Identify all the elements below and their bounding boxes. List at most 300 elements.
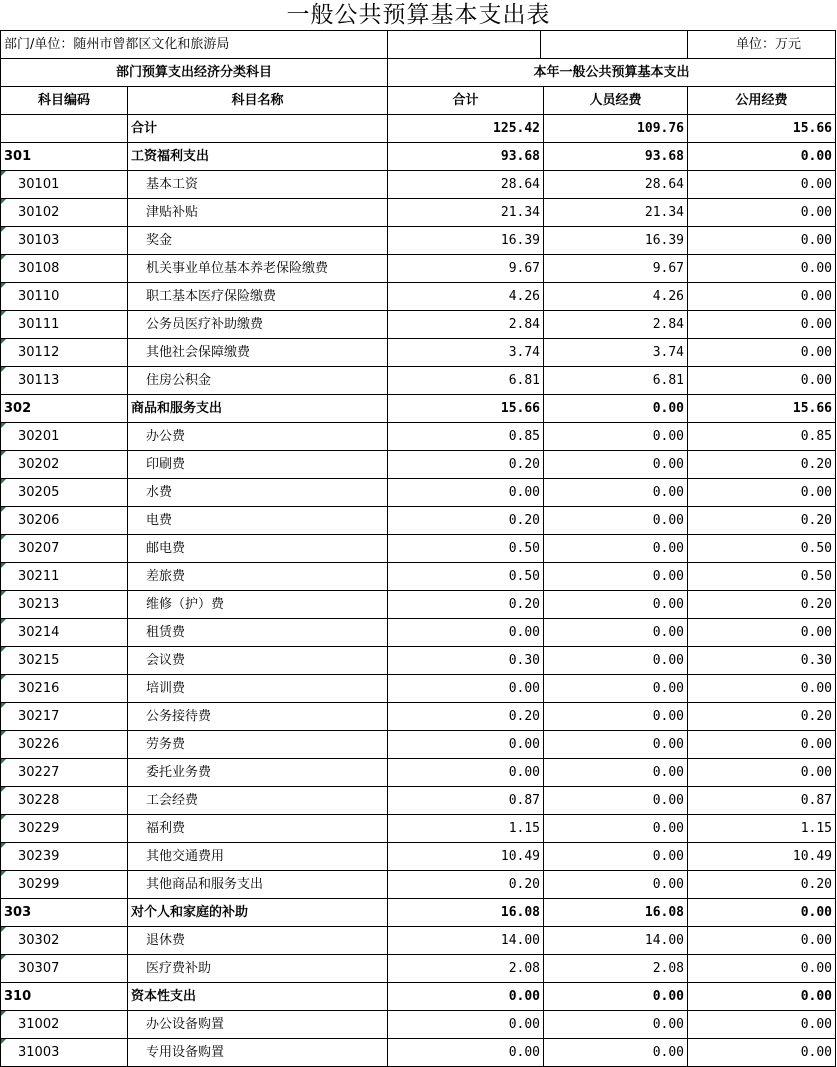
row-code: [1, 395, 128, 423]
total-total: 125.42: [388, 115, 544, 143]
row-personnel-text: 2.08: [652, 961, 685, 976]
header-personnel: 人员经费: [544, 87, 688, 115]
row-public: [688, 283, 836, 311]
row-total-text: 0.00: [508, 1017, 541, 1032]
row-public-text: 0.50: [800, 541, 833, 556]
row-personnel: [544, 339, 688, 367]
row-personnel-text: 0.00: [652, 681, 685, 696]
row-name-text: 维修（护）费: [146, 597, 225, 612]
cell-flag-icon: [1, 507, 6, 512]
row-personnel-text: 28.64: [644, 177, 685, 192]
table-row: [1, 199, 836, 227]
row-personnel: [544, 311, 688, 339]
row-personnel: [544, 871, 688, 899]
row-personnel: [544, 283, 688, 311]
cell-flag-icon: [1, 199, 6, 204]
cell-flag-icon: [1, 311, 6, 316]
cell-flag-icon: [1, 703, 6, 708]
table-row: [1, 451, 836, 479]
row-total-text: 0.20: [508, 709, 541, 724]
row-personnel-text: 16.39: [644, 233, 685, 248]
table-row: [1, 619, 836, 647]
page-title: 一般公共预算基本支出表: [286, 2, 551, 28]
row-public: [688, 563, 836, 591]
row-name: [128, 143, 388, 171]
row-personnel: [544, 1011, 688, 1039]
table-row: [1, 1011, 836, 1039]
row-public: [688, 395, 836, 423]
cell-flag-icon: [1, 815, 6, 820]
row-public-text: 10.49: [792, 849, 833, 864]
row-personnel: [544, 591, 688, 619]
category-row: [1, 143, 836, 171]
row-total-text: 0.00: [508, 989, 541, 1004]
table-row: [1, 591, 836, 619]
row-name-text: 劳务费: [146, 737, 186, 752]
row-name: [128, 227, 388, 255]
row-code: [1, 339, 128, 367]
row-code: [1, 283, 128, 311]
row-code-text: 30205: [18, 485, 60, 500]
row-name-text: 会议费: [146, 653, 186, 668]
table-row: [1, 535, 836, 563]
cell-flag-icon: [1, 787, 6, 792]
budget-table: [0, 30, 836, 1067]
row-name-text: 津贴补贴: [146, 205, 199, 220]
table-row: [1, 787, 836, 815]
row-total: [388, 451, 544, 479]
row-code: [1, 171, 128, 199]
row-personnel: [544, 507, 688, 535]
header-group-left: 部门预算支出经济分类科目: [1, 59, 388, 87]
row-public: [688, 843, 836, 871]
row-total: [388, 787, 544, 815]
row-total-text: 0.50: [508, 569, 541, 584]
row-name-text: 医疗费补助: [146, 961, 212, 976]
row-public-text: 0.20: [800, 709, 833, 724]
row-total-text: 93.68: [500, 149, 541, 164]
row-total: [388, 591, 544, 619]
row-code-text: 30239: [18, 849, 60, 864]
row-total-text: 0.00: [508, 625, 541, 640]
row-code-text: 30216: [18, 681, 60, 696]
row-public-text: 0.30: [800, 653, 833, 668]
row-code-text: 30211: [18, 569, 60, 584]
row-name: [128, 871, 388, 899]
row-public: [688, 479, 836, 507]
row-code-text: 301: [4, 149, 32, 164]
cell-flag-icon: [1, 955, 6, 960]
row-name: [128, 367, 388, 395]
row-public: [688, 759, 836, 787]
row-personnel-text: 0.00: [652, 877, 685, 892]
row-personnel: [544, 731, 688, 759]
row-personnel: [544, 1039, 688, 1067]
row-personnel-text: 0.00: [652, 793, 685, 808]
row-public: [688, 647, 836, 675]
row-name: [128, 451, 388, 479]
row-name: [128, 927, 388, 955]
header-group-row: [1, 59, 836, 87]
cell-flag-icon: [1, 675, 6, 680]
category-row: [1, 395, 836, 423]
row-personnel: [544, 927, 688, 955]
row-name-text: 商品和服务支出: [131, 401, 223, 416]
cell-flag-icon: [1, 871, 6, 876]
row-name-text: 办公设备购置: [146, 1017, 225, 1032]
row-code-text: 30227: [18, 765, 60, 780]
row-code: [1, 619, 128, 647]
row-personnel-text: 0.00: [652, 485, 685, 500]
cell-flag-icon: [1, 843, 6, 848]
header-public: 公用经费: [688, 87, 836, 115]
row-personnel-text: 0.00: [652, 989, 685, 1004]
row-total-text: 9.67: [508, 261, 541, 276]
row-total-text: 0.85: [508, 429, 541, 444]
table-row: [1, 171, 836, 199]
table-row: [1, 255, 836, 283]
row-name-text: 印刷费: [146, 457, 186, 472]
row-total-text: 0.00: [508, 485, 541, 500]
row-public: [688, 171, 836, 199]
row-total-text: 0.20: [508, 457, 541, 472]
row-total: [388, 423, 544, 451]
cell-flag-icon: [1, 283, 6, 288]
table-row: [1, 871, 836, 899]
row-personnel: [544, 171, 688, 199]
row-name-text: 公务员医疗补助缴费: [146, 317, 264, 332]
row-name-text: 其他商品和服务支出: [146, 877, 264, 892]
row-code-text: 30214: [18, 625, 60, 640]
cell-flag-icon: [1, 451, 6, 456]
row-personnel: [544, 367, 688, 395]
row-personnel: [544, 843, 688, 871]
row-code-text: 30302: [18, 933, 60, 948]
row-total-text: 3.74: [508, 345, 541, 360]
row-public: [688, 199, 836, 227]
row-public: [688, 143, 836, 171]
row-code-text: 30228: [18, 793, 60, 808]
row-public: [688, 339, 836, 367]
row-public-text: 0.00: [800, 905, 833, 920]
table-row: [1, 227, 836, 255]
row-total: [388, 871, 544, 899]
row-code: [1, 955, 128, 983]
row-public: [688, 311, 836, 339]
row-public: [688, 507, 836, 535]
row-name: [128, 591, 388, 619]
row-code-text: 30207: [18, 541, 60, 556]
row-total: [388, 983, 544, 1011]
row-public-text: 0.20: [800, 877, 833, 892]
row-personnel-text: 0.00: [652, 541, 685, 556]
row-code-text: 30108: [18, 261, 60, 276]
row-code: [1, 927, 128, 955]
row-public-text: 0.00: [800, 933, 833, 948]
row-total: [388, 227, 544, 255]
table-row: [1, 283, 836, 311]
table-row: [1, 731, 836, 759]
row-name: [128, 899, 388, 927]
row-personnel: [544, 395, 688, 423]
cell-flag-icon: [1, 227, 6, 232]
row-personnel: [544, 619, 688, 647]
row-code: [1, 507, 128, 535]
row-code: [1, 535, 128, 563]
row-name-text: 福利费: [146, 821, 186, 836]
row-public-text: 0.00: [800, 737, 833, 752]
row-name-text: 公务接待费: [146, 709, 212, 724]
row-total-text: 0.20: [508, 513, 541, 528]
row-name-text: 办公费: [146, 429, 186, 444]
row-code: [1, 703, 128, 731]
cell-flag-icon: [1, 927, 6, 932]
row-code-text: 302: [4, 401, 32, 416]
row-code-text: 30111: [18, 317, 60, 332]
row-personnel-text: 2.84: [652, 317, 685, 332]
row-total: [388, 367, 544, 395]
cell-flag-icon: [1, 731, 6, 736]
row-name-text: 对个人和家庭的补助: [131, 905, 249, 920]
row-code: [1, 731, 128, 759]
table-row: [1, 927, 836, 955]
row-personnel-text: 0.00: [652, 569, 685, 584]
row-personnel-text: 4.26: [652, 289, 685, 304]
table-row: [1, 367, 836, 395]
row-name-text: 委托业务费: [146, 765, 212, 780]
row-total-text: 0.50: [508, 541, 541, 556]
row-public: [688, 535, 836, 563]
row-code: [1, 479, 128, 507]
row-personnel: [544, 647, 688, 675]
row-public-text: 0.00: [800, 373, 833, 388]
row-total: [388, 815, 544, 843]
row-total-text: 0.87: [508, 793, 541, 808]
row-name: [128, 703, 388, 731]
table-row: [1, 759, 836, 787]
row-total-text: 10.49: [500, 849, 541, 864]
row-total-text: 28.64: [500, 177, 541, 192]
meta-blank: [388, 31, 688, 59]
row-name: [128, 283, 388, 311]
row-total-text: 0.00: [508, 1045, 541, 1060]
row-name-text: 电费: [146, 513, 173, 528]
row-personnel: [544, 143, 688, 171]
row-total-text: 6.81: [508, 373, 541, 388]
row-total: [388, 339, 544, 367]
row-total: [388, 563, 544, 591]
row-name: [128, 1039, 388, 1067]
row-public-text: 0.00: [800, 485, 833, 500]
row-public-text: 0.00: [800, 261, 833, 276]
row-personnel: [544, 479, 688, 507]
row-personnel-text: 0.00: [652, 457, 685, 472]
row-personnel: [544, 759, 688, 787]
row-code-text: 30110: [18, 289, 60, 304]
cell-flag-icon: [1, 367, 6, 372]
row-name-text: 培训费: [146, 681, 186, 696]
row-code-text: 30113: [18, 373, 60, 388]
row-code: [1, 815, 128, 843]
row-name-text: 奖金: [146, 233, 173, 248]
row-public: [688, 871, 836, 899]
cell-flag-icon: [1, 759, 6, 764]
row-code: [1, 563, 128, 591]
row-personnel: [544, 787, 688, 815]
row-total: [388, 647, 544, 675]
row-code-text: 310: [4, 989, 32, 1004]
row-public-text: 0.00: [800, 625, 833, 640]
row-public: [688, 591, 836, 619]
row-name: [128, 787, 388, 815]
row-name: [128, 339, 388, 367]
row-code-text: 30213: [18, 597, 60, 612]
row-name-text: 机关事业单位基本养老保险缴费: [146, 261, 329, 276]
row-total-text: 21.34: [500, 205, 541, 220]
cell-flag-icon: [1, 423, 6, 428]
row-total: [388, 759, 544, 787]
row-personnel-text: 0.00: [652, 653, 685, 668]
row-public: [688, 815, 836, 843]
row-name: [128, 1011, 388, 1039]
row-personnel-text: 0.00: [652, 709, 685, 724]
row-total: [388, 395, 544, 423]
row-code-text: 31003: [18, 1045, 60, 1060]
row-public-text: 0.00: [800, 681, 833, 696]
row-personnel-text: 9.67: [652, 261, 685, 276]
row-total-text: 0.30: [508, 653, 541, 668]
row-personnel: [544, 535, 688, 563]
row-total: [388, 255, 544, 283]
row-personnel-text: 0.00: [652, 429, 685, 444]
row-public-text: 0.00: [800, 317, 833, 332]
row-total-text: 16.39: [500, 233, 541, 248]
row-personnel-text: 0.00: [652, 1017, 685, 1032]
row-public-text: 0.00: [800, 205, 833, 220]
row-public: [688, 983, 836, 1011]
table-row: [1, 675, 836, 703]
table-row: [1, 703, 836, 731]
row-public-text: 0.20: [800, 457, 833, 472]
row-code-text: 30229: [18, 821, 60, 836]
row-personnel-text: 0.00: [652, 1045, 685, 1060]
row-name-text: 工资福利支出: [131, 149, 210, 164]
row-name-text: 其他社会保障缴费: [146, 345, 251, 360]
row-name: [128, 255, 388, 283]
row-code: [1, 759, 128, 787]
row-public: [688, 367, 836, 395]
row-name: [128, 675, 388, 703]
row-public-text: 0.87: [800, 793, 833, 808]
row-code-text: 31002: [18, 1017, 60, 1032]
row-name: [128, 815, 388, 843]
row-personnel: [544, 199, 688, 227]
row-public-text: 0.00: [800, 177, 833, 192]
cell-flag-icon: [1, 339, 6, 344]
row-code: [1, 899, 128, 927]
row-public: [688, 703, 836, 731]
row-name-text: 资本性支出: [131, 989, 197, 1004]
total-public: 15.66: [688, 115, 836, 143]
row-total-text: 2.84: [508, 317, 541, 332]
row-public-text: 0.00: [800, 345, 833, 360]
row-code-text: 30202: [18, 457, 60, 472]
cell-flag-icon: [1, 647, 6, 652]
unit-label: 单位：万元: [688, 31, 836, 59]
row-personnel-text: 6.81: [652, 373, 685, 388]
total-row: [1, 115, 836, 143]
row-total-text: 14.00: [500, 933, 541, 948]
row-name: [128, 507, 388, 535]
row-public-text: 15.66: [792, 401, 833, 416]
header-code: 科目编码: [1, 87, 128, 115]
row-public-text: 0.00: [800, 149, 833, 164]
row-public-text: 0.20: [800, 513, 833, 528]
row-name-text: 职工基本医疗保险缴费: [146, 289, 277, 304]
row-name: [128, 423, 388, 451]
row-public: [688, 955, 836, 983]
row-total: [388, 199, 544, 227]
row-total: [388, 171, 544, 199]
row-code-text: 30226: [18, 737, 60, 752]
table-row: [1, 647, 836, 675]
row-code-text: 30307: [18, 961, 60, 976]
row-personnel: [544, 899, 688, 927]
row-code-text: 30215: [18, 653, 60, 668]
row-name-text: 工会经费: [146, 793, 199, 808]
row-code: [1, 871, 128, 899]
row-personnel: [544, 675, 688, 703]
row-total: [388, 927, 544, 955]
row-public-text: 0.00: [800, 289, 833, 304]
cell-flag-icon: [1, 1011, 6, 1016]
header-group-right: 本年一般公共预算基本支出: [388, 59, 836, 87]
row-public-text: 0.20: [800, 597, 833, 612]
header-total: 合计: [388, 87, 544, 115]
row-personnel: [544, 955, 688, 983]
total-personnel: 109.76: [544, 115, 688, 143]
row-code-text: 30299: [18, 877, 60, 892]
row-public-text: 0.50: [800, 569, 833, 584]
row-code-text: 30103: [18, 233, 60, 248]
category-row: [1, 899, 836, 927]
cell-flag-icon: [1, 619, 6, 624]
row-code: [1, 311, 128, 339]
row-public: [688, 1039, 836, 1067]
cell-flag-icon: [1, 1039, 6, 1044]
table-row: [1, 507, 836, 535]
table-row: [1, 815, 836, 843]
table-row: [1, 955, 836, 983]
row-total: [388, 1011, 544, 1039]
row-public-text: 0.00: [800, 233, 833, 248]
row-code-text: 30112: [18, 345, 60, 360]
row-code: [1, 675, 128, 703]
row-public: [688, 227, 836, 255]
row-public-text: 0.85: [800, 429, 833, 444]
cell-flag-icon: [1, 171, 6, 176]
row-name-text: 租赁费: [146, 625, 186, 640]
row-code-text: 30206: [18, 513, 60, 528]
row-personnel-text: 0.00: [652, 821, 685, 836]
header-name: 科目名称: [128, 87, 388, 115]
row-name-text: 住房公积金: [146, 373, 212, 388]
cell-flag-icon: [1, 591, 6, 596]
row-total: [388, 1039, 544, 1067]
row-public: [688, 787, 836, 815]
row-total-text: 0.20: [508, 877, 541, 892]
row-name-text: 其他交通费用: [146, 849, 225, 864]
